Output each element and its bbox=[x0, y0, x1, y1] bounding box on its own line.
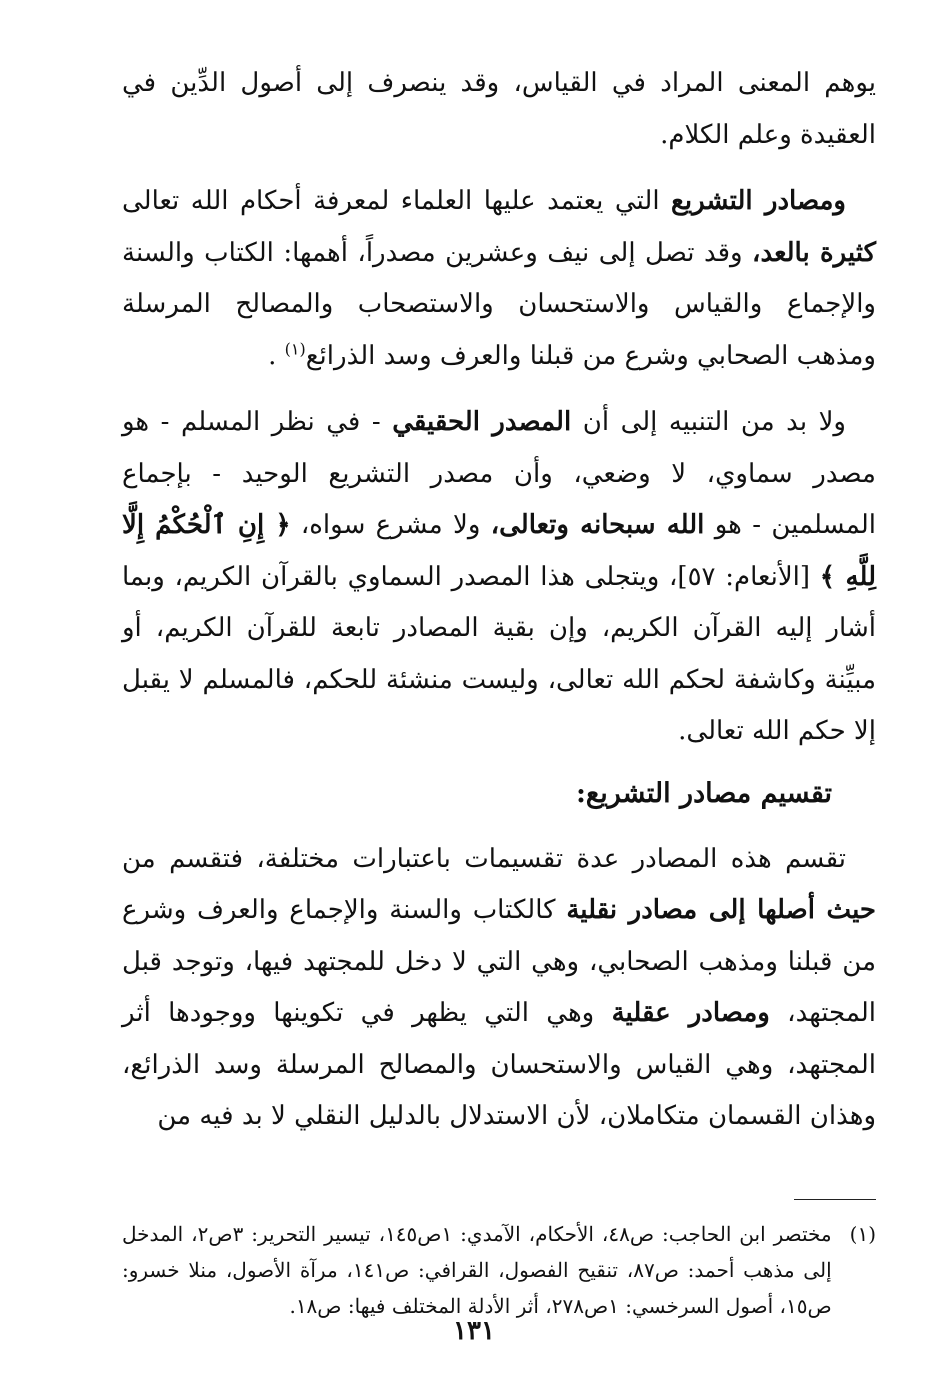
footnote-text: مختصر ابن الحاجب: ص٤٨، الأحكام، الآمدي: ١ص١٤٥، تيسير التحرير: ٣ص٢، المدخل إلى مذهب أحمد: ص٨٧، تنقيح الفصول، القرافي: ص١٤١، مرآة الأصول، منلا خسرو: ص١٥، أصول السرخسي: ١ص٢٧٨، أثر الأدلة المختلف فيها: ص١٨. bbox=[122, 1221, 832, 1318]
paragraph-4-text-3: وهي التي يظهر في تكوينها ووجودها أثر المجتهد، وهي القياس والاستحسان والمصالح المرسلة وسد الذرائع، وهذان القسمان متكاملان، لأن الاستدلال بالدليل النقلي لا بد فيه من bbox=[122, 998, 876, 1131]
section-heading: تقسيم مصادر التشريع: bbox=[575, 777, 832, 809]
paragraph-1 bbox=[122, 58, 876, 161]
footnote-number: (١) bbox=[849, 1221, 876, 1246]
paragraph-3-text-3: ولا مشرع سواه، bbox=[290, 510, 491, 540]
term-transmitted-sources: حيث أصلها إلى مصادر نقلية bbox=[566, 895, 876, 925]
paragraph-1-text: يوهم المعنى المراد في القياس، وقد ينصرف إلى أصول الدِّين في العقيدة وعلم الكلام. bbox=[122, 68, 876, 150]
page-number: ١٣١ bbox=[453, 1316, 495, 1346]
paragraph-3-text-1: ولا بد من التنبيه إلى أن bbox=[571, 407, 846, 437]
paragraph-4 bbox=[122, 834, 876, 1143]
paragraph-3 bbox=[122, 397, 876, 758]
term-god-almighty: الله سبحانه وتعالى، bbox=[490, 510, 705, 540]
quran-verse: ﴿ إِنِ ٱلْحُكْمُ إِلَّا لِلَّهِ ﴾ bbox=[122, 510, 876, 592]
paragraph-2 bbox=[122, 176, 876, 382]
footnote-separator bbox=[794, 1199, 876, 1200]
term-numerous: كثيرة بالعد، bbox=[752, 237, 876, 268]
term-rational-sources: ومصادر عقلية bbox=[611, 998, 770, 1028]
paragraph-2-end: . bbox=[268, 340, 285, 371]
paragraph-2-text-1: التي يعتمد عليها العلماء لمعرفة أحكام الله تعالى bbox=[122, 186, 672, 216]
paragraph-3-text-2: - في نظر المسلم - هو مصدر سماوي، لا وضعي، وأن مصدر التشريع الوحيد - بإجماع المسلمين - هو bbox=[122, 407, 876, 540]
paragraph-3-text-4: [الأنعام: ٥٧]، ويتجلى هذا المصدر السماوي بالقرآن الكريم، وبما أشار إليه القرآن الكريم، وإن بقية المصادر تابعة للقرآن الكريم، أو مبيِّنة وكاشفة لحكم الله تعالى، وليست منشئة للحكم، فالمسلم لا يقبل إلا حكم الله تعالى. bbox=[122, 561, 876, 746]
paragraph-4-text-2: كالكتاب والسنة والإجماع والعرف وشرع من قبلنا ومذهب الصحابي، وهي التي لا دخل للمجتهد فيها، وتوجد قبل المجتهد، bbox=[122, 895, 877, 1028]
footnote-reference[interactable]: (١) bbox=[284, 338, 306, 358]
paragraph-4-text-1: تقسم هذه المصادر عدة تقسيمات باعتبارات مختلفة، فتقسم من bbox=[122, 843, 846, 874]
term-true-source: المصدر الحقيقي bbox=[392, 407, 572, 437]
term-sources-of-legislation: ومصادر التشريع bbox=[671, 186, 846, 216]
paragraph-2-text-2: وقد تصل إلى نيف وعشرين مصدراً، أهمها: الكتاب والسنة والإجماع والقياس والاستحسان والاستصحاب والمصالح المرسلة ومذهب الصحابي وشرع من قبلنا والعرف وسد الذرائع bbox=[122, 237, 876, 371]
footnote bbox=[122, 1216, 876, 1324]
